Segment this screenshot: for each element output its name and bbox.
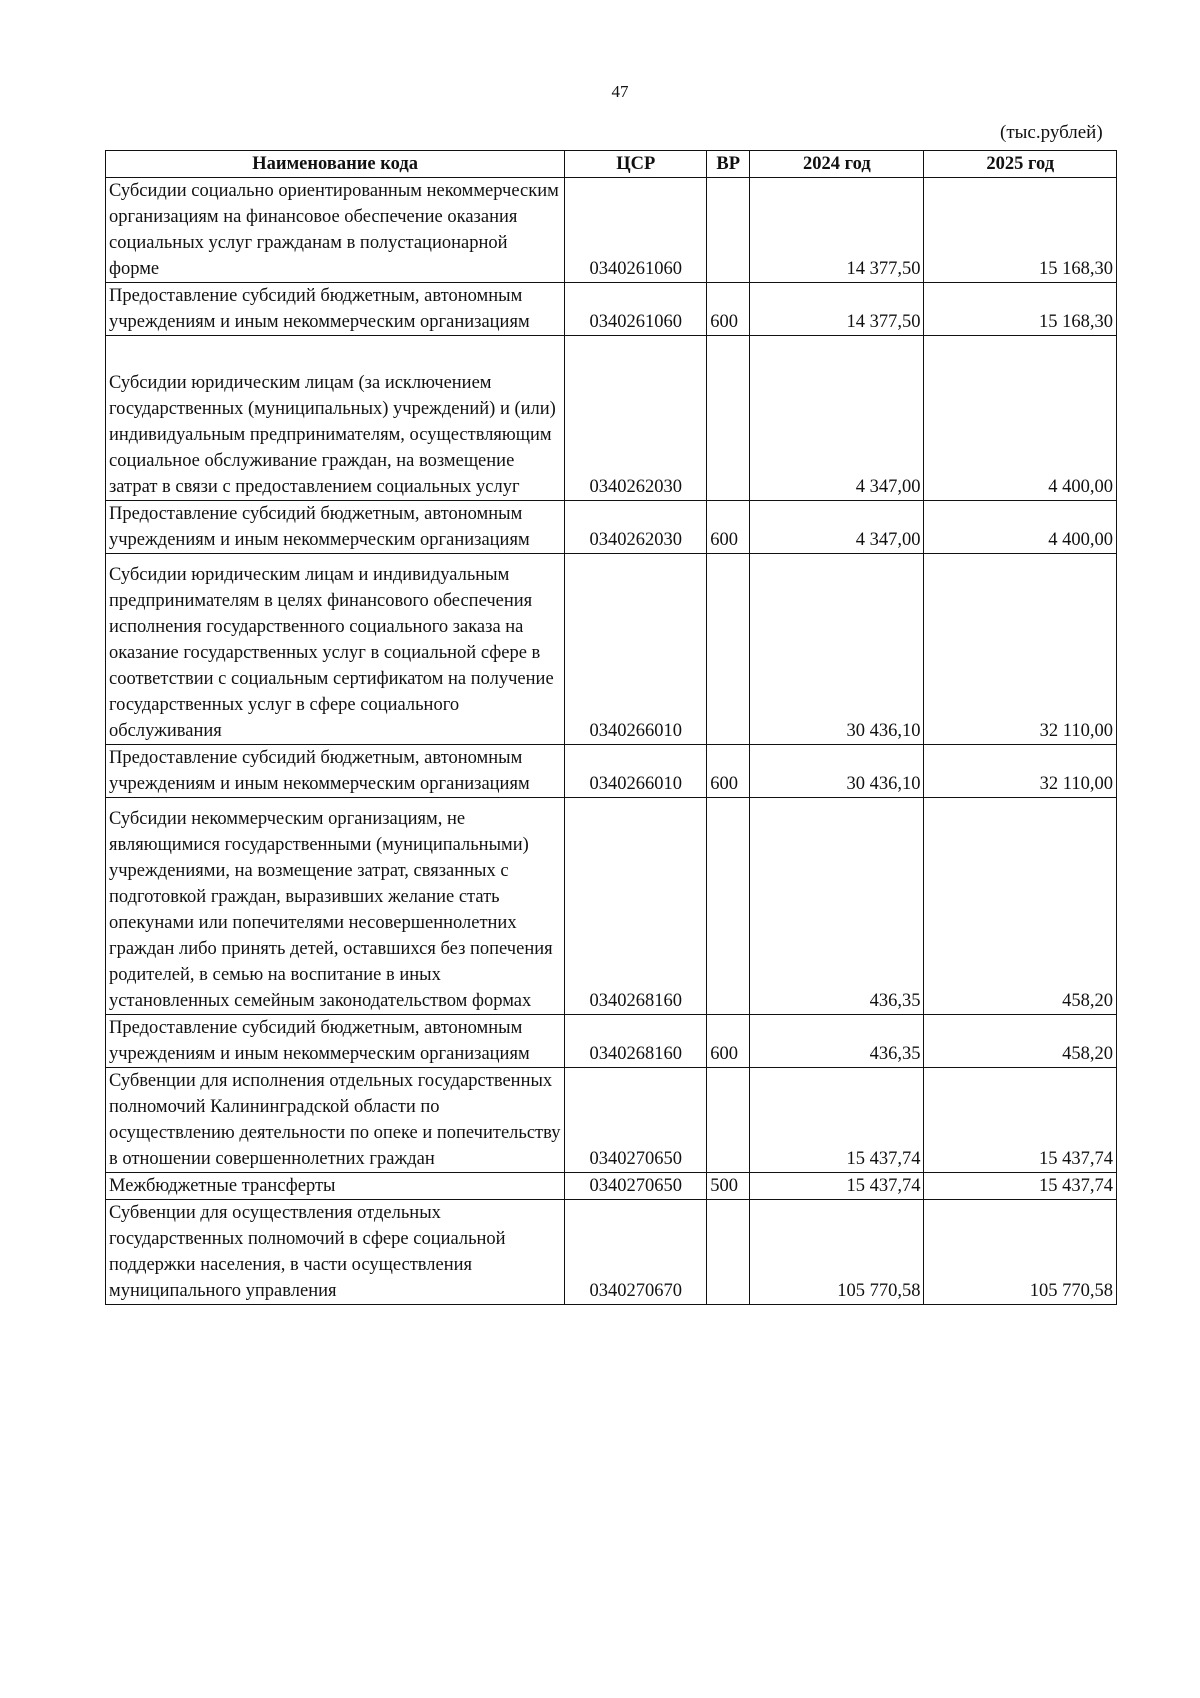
row-2025: 15 168,30	[924, 178, 1117, 283]
row-vr: 600	[707, 283, 750, 336]
header-csr: ЦСР	[565, 151, 707, 178]
row-csr: 0340268160	[565, 1015, 707, 1068]
row-2024: 14 377,50	[750, 283, 924, 336]
row-csr: 0340266010	[565, 745, 707, 798]
row-name: Субсидии некоммерческим организациям, не являющимися государственными (муниципальными) учреждениями, на возмещение затрат, связанных с подготовкой граждан, выразивших желание стать опекунами или попечителями несовершеннолетних граждан либо принять детей, оставшихся без попечения родителей, в семью на воспитание в иных установленных семейным законодательством формах	[106, 798, 565, 1015]
row-name: Предоставление субсидий бюджетным, автономным учреждениям и иным некоммерческим организациям	[106, 745, 565, 798]
row-vr: 600	[707, 745, 750, 798]
row-vr: 600	[707, 501, 750, 554]
row-csr: 0340266010	[565, 554, 707, 745]
row-2025: 32 110,00	[924, 554, 1117, 745]
header-name: Наименование кода	[106, 151, 565, 178]
row-2025: 458,20	[924, 1015, 1117, 1068]
row-2025: 105 770,58	[924, 1200, 1117, 1305]
page-number: 47	[611, 82, 629, 101]
row-2025: 4 400,00	[924, 336, 1117, 501]
row-name: Субвенции для осуществления отдельных государственных полномочий в сфере социальной поддержки населения, в части осуществления муниципального управления	[106, 1200, 565, 1305]
row-csr: 0340268160	[565, 798, 707, 1015]
row-vr: 600	[707, 1015, 750, 1068]
row-2024: 14 377,50	[750, 178, 924, 283]
row-2024: 4 347,00	[750, 336, 924, 501]
table-row	[106, 1068, 1117, 1173]
table-row	[106, 501, 1117, 554]
table-row	[106, 1200, 1117, 1305]
budget-table	[105, 150, 1117, 1305]
row-2025: 32 110,00	[924, 745, 1117, 798]
row-2024: 15 437,74	[750, 1068, 924, 1173]
table-row	[106, 283, 1117, 336]
table-row	[106, 798, 1117, 1015]
row-csr: 0340270670	[565, 1200, 707, 1305]
row-2024: 15 437,74	[750, 1173, 924, 1200]
row-csr: 0340270650	[565, 1068, 707, 1173]
table-row	[106, 554, 1117, 745]
row-2024: 30 436,10	[750, 554, 924, 745]
row-2025: 15 437,74	[924, 1068, 1117, 1173]
header-2024: 2024 год	[750, 151, 924, 178]
table-row	[106, 178, 1117, 283]
row-vr: 500	[707, 1173, 750, 1200]
row-2025: 4 400,00	[924, 501, 1117, 554]
row-csr: 0340261060	[565, 283, 707, 336]
row-2024: 105 770,58	[750, 1200, 924, 1305]
table-header-row	[106, 151, 1117, 178]
row-name: Межбюджетные трансферты	[106, 1173, 565, 1200]
header-2025: 2025 год	[924, 151, 1117, 178]
row-csr: 0340270650	[565, 1173, 707, 1200]
table-row	[106, 1015, 1117, 1068]
row-2024: 30 436,10	[750, 745, 924, 798]
row-name: Субсидии юридическим лицам (за исключением государственных (муниципальных) учреждений) и (или) индивидуальным предпринимателям, осуществляющим социальное обслуживание граждан, на возмещение затрат в связи с предоставлением социальных услуг	[106, 336, 565, 501]
table-row	[106, 745, 1117, 798]
row-name: Предоставление субсидий бюджетным, автономным учреждениям и иным некоммерческим организациям	[106, 283, 565, 336]
row-name: Субсидии юридическим лицам и индивидуальным предпринимателям в целях финансового обеспечения исполнения государственного социального заказа на оказание государственных услуг в социальной сфере в соответствии с социальным сертификатом на получение государственных услуг в сфере социального обслуживания	[106, 554, 565, 745]
row-vr	[707, 554, 750, 745]
row-vr	[707, 1200, 750, 1305]
row-csr: 0340261060	[565, 178, 707, 283]
table-row	[106, 336, 1117, 501]
row-2024: 436,35	[750, 798, 924, 1015]
row-name: Субвенции для исполнения отдельных государственных полномочий Калининградской области по осуществлению деятельности по опеке и попечительству в отношении совершеннолетних граждан	[106, 1068, 565, 1173]
row-vr	[707, 178, 750, 283]
row-2024: 436,35	[750, 1015, 924, 1068]
units-label: (тыс.рублей)	[1000, 122, 1103, 143]
row-2025: 15 437,74	[924, 1173, 1117, 1200]
row-2024: 4 347,00	[750, 501, 924, 554]
row-vr	[707, 336, 750, 501]
row-name: Предоставление субсидий бюджетным, автономным учреждениям и иным некоммерческим организациям	[106, 1015, 565, 1068]
row-2025: 458,20	[924, 798, 1117, 1015]
table-row	[106, 1173, 1117, 1200]
row-vr	[707, 1068, 750, 1173]
row-name: Предоставление субсидий бюджетным, автономным учреждениям и иным некоммерческим организациям	[106, 501, 565, 554]
row-2025: 15 168,30	[924, 283, 1117, 336]
row-csr: 0340262030	[565, 336, 707, 501]
row-csr: 0340262030	[565, 501, 707, 554]
row-name: Субсидии социально ориентированным некоммерческим организациям на финансовое обеспечение оказания социальных услуг гражданам в полустационарной форме	[106, 178, 565, 283]
header-vr: ВР	[707, 151, 750, 178]
row-vr	[707, 798, 750, 1015]
